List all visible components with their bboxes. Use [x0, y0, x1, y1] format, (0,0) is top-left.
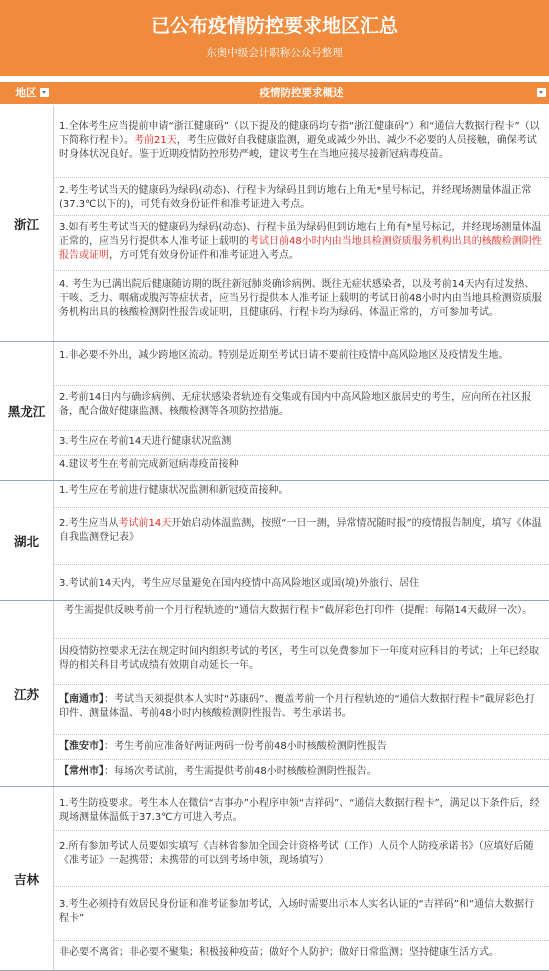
requirement-text: ：每场次考试前，考生需提供考前48小时核酸检测阴性报告。 — [104, 766, 377, 777]
requirement-item — [54, 342, 549, 386]
requirement-item — [54, 941, 549, 970]
requirement-text: ：考试当天须提供本人实时“苏康码”、覆盖考前一个月行程轨迹的“通信大数据行程卡”截屏彩色打印件、测量体温、考前48小时内核酸检测阴性报告、考生承诺书。 — [59, 694, 535, 720]
requirement-item — [54, 760, 549, 786]
requirement-text: 2.考生应当从 — [59, 518, 119, 529]
requirement-text: 1.考生防疫要求。考生本人在微信“吉事办”小程序申领“吉祥码”、“通信大数据行程卡”，满足以下条件后，经现场测量体温低于37.3℃方可进入考点。 — [59, 798, 540, 824]
requirement-text: 因疫情防控要求无法在规定时间内组织考试的考区，考生可以免费参加下一年度对应科目的考试；上年已经取得的相关科目考试成绩有效期自动延长一年。 — [59, 646, 539, 672]
requirement-text: 1.全体考生应当提前申请“浙江健康码”（以下提及的健康码均专指“浙江健康码”）和“通信大数据行程卡”（以下简称行程卡）。 — [59, 121, 540, 147]
requirement-text: 3.如有考生考试当天的健康码为绿码(动态)、行程卡虽为绿码但到访地右上角有*星号标记，并经现场测量体温正常的，应当另行提供本人准考证上载明的 — [59, 222, 542, 248]
requirement-item — [54, 508, 549, 565]
requirement-text: 3.考生必须持有效居民身份证和准考证参加考试，入场时需要出示本人实名认证的“吉祥码”和“通信大数据行程卡” — [59, 899, 535, 925]
requirement-item — [54, 178, 549, 216]
requirement-text: 4. 考生为已满出院后健康随访期的既往新冠肺炎确诊病例、既往无症状感染者，以及考前14天内有过发热、干咳、乏力、咽痛或腹泻等症状者，应当另行提供本人准考证上载明的考试日前48小时内由当地具检测资质服务机构出具的核酸检测阴性报告或证明，且健康码、行程卡均为绿码、体温正常的，方可参加考试。 — [59, 279, 542, 319]
filter-dropdown-icon[interactable] — [40, 88, 49, 97]
column-header-region: 地区 — [15, 87, 37, 99]
region-requirements — [54, 342, 549, 480]
region-row — [0, 481, 549, 601]
column-header-requirements: 疫情防控要求概述 — [259, 87, 344, 99]
highlighted-text: 考前21天 — [134, 135, 177, 147]
region-name: 湖北 — [0, 481, 54, 600]
region-name: 吉林 — [0, 787, 54, 970]
requirement-text: ：考生考前应准备好两证两码一份考前48小时核酸检测阴性报告 — [104, 741, 387, 752]
requirement-item — [54, 481, 549, 508]
requirement-text: ，方可凭有效身份证件和准考证进入考点。 — [109, 250, 299, 262]
requirement-item — [54, 685, 549, 735]
requirement-item — [54, 386, 549, 431]
filter-dropdown-icon[interactable] — [537, 88, 546, 97]
region-row — [0, 106, 549, 342]
requirement-text: 开始启动体温监测，按照“一日一测，异常情况随时报”的疫情报告制度，填写《体温自我监测登记表》 — [59, 518, 542, 544]
region-requirements — [54, 481, 549, 600]
requirement-text: 2.所有参加考试人员要如实填写《吉林省参加全国会计资格考试（工作）人员个人防疫承诺书》（应填好后随《准考证》一起携带；未携带的可以到考场申领，现场填写） — [59, 841, 534, 867]
city-label: 【淮安市】 — [59, 741, 104, 752]
region-name: 江苏 — [0, 601, 54, 786]
highlighted-text: 考试前14天 — [118, 518, 172, 529]
requirement-text: 非必要不离省；非必要不聚集；积极接种疫苗；做好个人防护；做好日常监测；坚持健康生活方式。 — [59, 947, 499, 958]
city-label: 【南通市】 — [59, 694, 104, 705]
region-row — [0, 601, 549, 787]
requirement-item — [54, 787, 549, 831]
requirement-text: 3.考生应在考前14天进行健康状况监测 — [59, 436, 232, 447]
requirement-item — [54, 216, 549, 271]
region-requirements — [54, 601, 549, 786]
requirement-item — [54, 456, 549, 480]
requirement-text: 2.考生考试当天的健康码为绿码(动态)、行程卡为绿码且到访地右上角无*星号标记，并经现场测量体温正常(37.3℃以下的)，可凭有效身份证件和准考证进入考点。 — [59, 185, 532, 211]
requirement-item — [54, 601, 549, 639]
requirement-text: ，考生应做好自我健康监测，避免或减少外出、减少不必要的人员接触，确保考试时身体状况良好。鉴于近期疫情防控形势严峻，建议考生在当地应接尽接新冠病毒疫苗。 — [59, 135, 537, 161]
region-row — [0, 342, 549, 481]
requirement-text: 1.非必要不外出，减少跨地区流动。特别是近期至考试日请不要前往疫情中高风险地区及疫情发生地。 — [59, 350, 509, 361]
page-subtitle: 东奥中级会计职称公众号整理 — [206, 47, 343, 59]
highlighted-text: 考试日前48小时内由当地具检测资质服务机构出具的核酸检测阴性报告或证明 — [59, 236, 542, 262]
region-name: 浙江 — [0, 106, 54, 341]
page-title: 已公布疫情防控要求地区汇总 — [150, 15, 398, 37]
city-label: 【常州市】 — [59, 766, 104, 777]
requirement-text: 2.考前14日内与确诊病例、无症状感染者轨迹有交集或有国内中高风险地区旅居史的考生，应向所在社区报备，配合做好健康监测、核酸检测等各项防控措施。 — [59, 392, 532, 418]
requirement-item — [54, 735, 549, 760]
requirement-item — [54, 106, 549, 178]
requirement-text: 1.考生应在考前进行健康状况监测和新冠疫苗接种。 — [59, 485, 289, 496]
region-requirements — [54, 106, 549, 341]
requirement-item — [54, 831, 549, 887]
requirement-item — [54, 639, 549, 685]
requirements-table — [0, 106, 549, 971]
requirement-item — [54, 887, 549, 941]
requirement-item — [54, 271, 549, 341]
requirement-text: 考生需提供反映考前一个月行程轨迹的“通信大数据行程卡”截屏彩色打印件（提醒：每隔14天截屏一次）。 — [64, 605, 533, 616]
region-row — [0, 787, 549, 971]
requirement-text: 4.建议考生在考前完成新冠病毒疫苗接种 — [59, 459, 239, 470]
requirement-text: 3.考试前14天内，考生应尽量避免在国内疫情中高风险地区或国(境)外旅行、居住 — [59, 578, 420, 589]
requirement-item — [54, 431, 549, 456]
column-header-row — [0, 82, 549, 104]
header-banner — [0, 0, 549, 76]
requirement-item — [54, 565, 549, 600]
region-name: 黑龙江 — [0, 342, 54, 480]
